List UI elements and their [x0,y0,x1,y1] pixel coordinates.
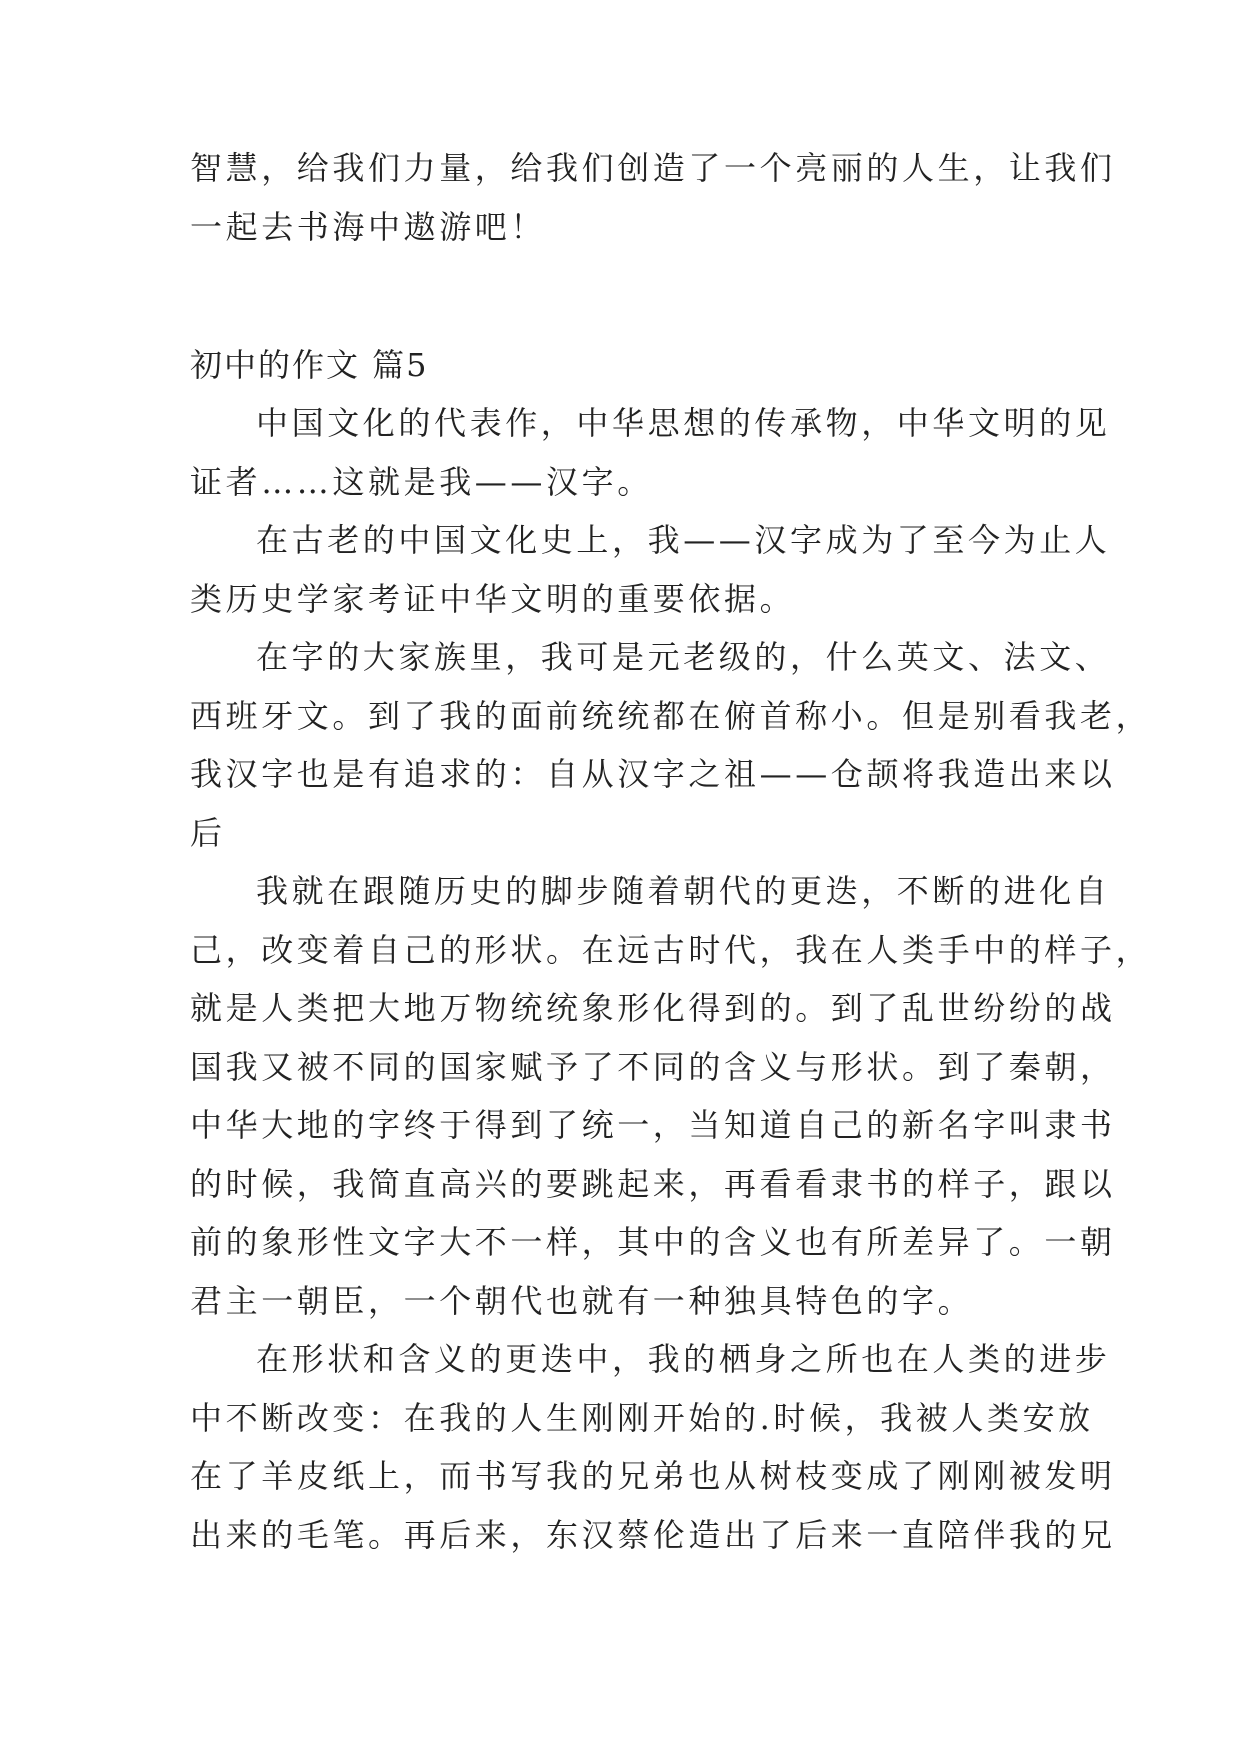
intro-line-1: 智慧，给我们力量，给我们创造了一个亮丽的人生，让我们 [190,149,1116,187]
paragraph-5-line-2: 中不断改变：在我的人生刚刚开始的.时候，我被人类安放 [190,1398,1094,1437]
paragraph-5 [190,1330,1116,1564]
paragraph-2-line-2: 类历史学家考证中华文明的重要依据。 [190,579,796,618]
paragraph-5-line-4: 出来的毛笔。再后来，东汉蔡伦造出了后来一直陪伴我的兄 [190,1515,1116,1554]
paragraph-5-line-3: 在了羊皮纸上，而书写我的兄弟也从树枝变成了刚刚被发明 [190,1457,1116,1495]
paragraph-3-line-4: 后 [190,813,226,852]
paragraph-4-line-3: 就是人类把大地万物统统象形化得到的。到了乱世纷纷的战 [190,989,1116,1027]
section-title: 初中的作文 篇5 [190,346,429,384]
paragraph-3-line-2: 西班牙文。到了我的面前统统都在俯首称小。但是别看我老， [190,696,1152,735]
paragraph-4-line-5: 中华大地的字终于得到了统一，当知道自己的新名字叫隶书 [190,1106,1116,1144]
paragraph-2 [190,511,1111,628]
paragraph-4-line-7: 前的象形性文字大不一样，其中的含义也有所差异了。一朝 [190,1223,1116,1261]
paragraph-1-line-1: 中国文化的代表作，中华思想的传承物，中华文明的见 [256,404,1111,442]
paragraph-4-line-4: 国我又被不同的国家赋予了不同的含义与形状。到了秦朝， [190,1047,1116,1086]
paragraph-4 [190,862,1152,1330]
paragraph-5-line-1: 在形状和含义的更迭中，我的栖身之所也在人类的进步 [256,1340,1111,1378]
paragraph-1-line-2: 证者……这就是我——汉字。 [190,462,653,501]
paragraph-3 [190,628,1152,862]
intro-paragraph [190,139,1116,256]
paragraph-3-line-3: 我汉字也是有追求的：自从汉字之祖——仓颉将我造出来以 [190,755,1116,793]
paragraph-2-line-1: 在古老的中国文化史上，我——汉字成为了至今为止人 [256,521,1111,559]
paragraph-4-line-1: 我就在跟随历史的脚步随着朝代的更迭，不断的进化自 [256,872,1111,910]
paragraph-4-line-2: 己，改变着自己的形状。在远古时代，我在人类手中的样子， [190,930,1152,969]
paragraph-3-line-1: 在字的大家族里，我可是元老级的，什么英文、法文、 [256,638,1111,676]
paragraph-4-line-6: 的时候，我简直高兴的要跳起来，再看看隶书的样子，跟以 [190,1164,1116,1203]
paragraph-4-line-8: 君主一朝臣，一个朝代也就有一种独具特色的字。 [190,1281,974,1320]
paragraph-1 [190,394,1111,511]
intro-line-2: 一起去书海中遨游吧！ [190,207,547,246]
